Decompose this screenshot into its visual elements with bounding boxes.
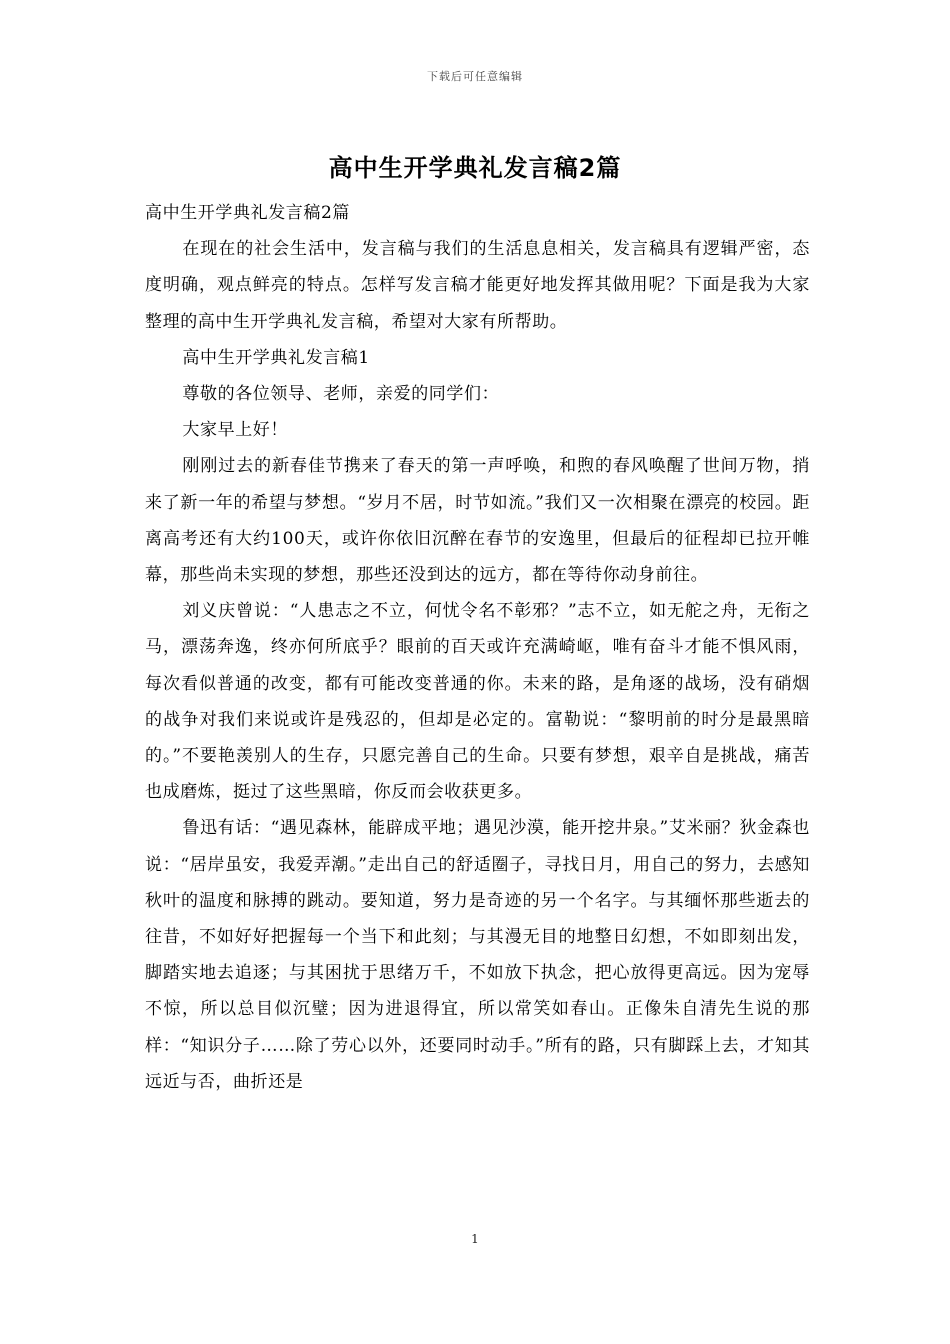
header-note: 下载后可任意编辑 bbox=[427, 70, 523, 83]
salutation-paragraph: 尊敬的各位领导、老师，亲爱的同学们： bbox=[182, 384, 500, 405]
page-number: 1 bbox=[471, 1232, 479, 1246]
document-title: 高中生开学典礼发言稿2篇 bbox=[328, 154, 622, 182]
subtitle-paragraph: 高中生开学典礼发言稿2篇 bbox=[145, 203, 351, 223]
greeting-paragraph: 大家早上好！ bbox=[182, 420, 288, 441]
document-body bbox=[145, 195, 810, 1100]
body-paragraph: 鲁迅有话：“遇见森林，能辟成平地；遇见沙漠，能开挖井泉。”艾米丽？狄金森也说：“居岸虽安，我爱弄潮。”走出自己的舒适圈子，寻找日月，用自己的努力，去感知秋叶的温度和脉搏的跳动。要知道，努力是奇迹的另一个名字。与其缅怀那些逝去的往昔，不如好好把握每一个当下和此刻；与其漫无目的地整日幻想，不如即刻出发，脚踏实地去追逐；与其困扰于思绪万千，不如放下执念，把心放得更高远。因为宠辱不惊，所以总目似沉璧；因为进退得宜，所以常笑如春山。正像朱自清先生说的那样：“知识分子……除了劳心以外，还要同时动手。”所有的路，只有脚踩上去，才知其远近与否，曲折还是 bbox=[145, 818, 810, 1092]
speech-heading: 高中生开学典礼发言稿1 bbox=[182, 347, 370, 368]
body-paragraph: 刘义庆曾说：“人患志之不立，何忧令名不彰邪？”志不立，如无舵之舟，无衔之马，漂荡奔逸，终亦何所底乎？眼前的百天或许充满崎岖，唯有奋斗才能不惧风雨，每次看似普通的改变，都有可能改变普通的你。未来的路，是角逐的战场，没有硝烟的战争对我们来说或许是残忍的，但却是必定的。富勒说：“黎明前的时分是最黑暗的。”不要艳羡别人的生存，只愿完善自己的生命。只要有梦想，艰辛自是挑战，痛苦也成磨炼，挺过了这些黑暗，你反而会收获更多。 bbox=[145, 601, 810, 803]
body-paragraph: 刚刚过去的新春佳节携来了春天的第一声呼唤，和煦的春风唤醒了世间万物，捎来了新一年的希望与梦想。“岁月不居，时节如流。”我们又一次相聚在漂亮的校园。距离高考还有大约100天，或许你依旧沉醉在春节的安逸里，但最后的征程却已拉开帷幕，那些尚未实现的梦想，那些还没到达的远方，都在等待你动身前往。 bbox=[145, 456, 810, 586]
intro-paragraph: 在现在的社会生活中，发言稿与我们的生活息息相关，发言稿具有逻辑严密，态度明确，观点鲜亮的特点。怎样写发言稿才能更好地发挥其做用呢？下面是我为大家整理的高中生开学典礼发言稿，希望对大家有所帮助。 bbox=[145, 239, 810, 332]
